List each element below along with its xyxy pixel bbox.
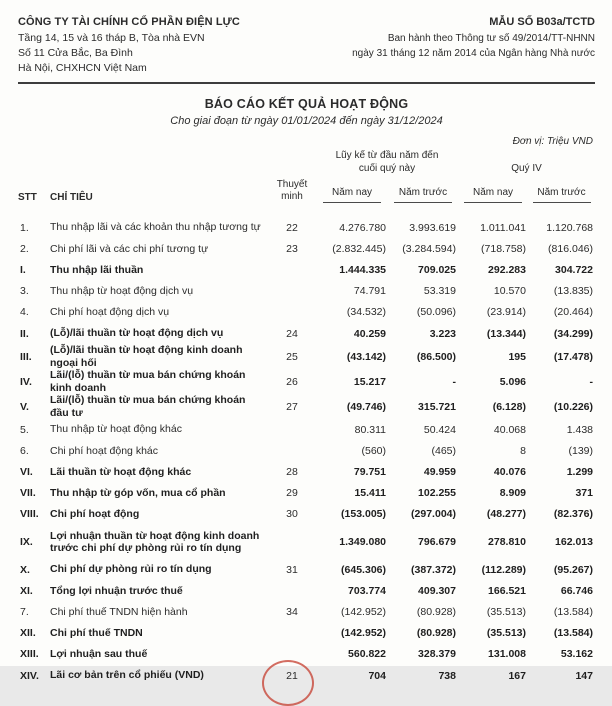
row-stt: V. — [20, 400, 29, 413]
row-ytd-prior-value: 102.255 — [418, 487, 456, 500]
table-row — [18, 344, 595, 369]
row-label: Lợi nhuận thuần từ hoạt động kinh doanh trước chi phí dự phòng rủi ro tín dụng — [50, 529, 260, 555]
row-label: Tổng lợi nhuận trước thuế — [50, 584, 183, 597]
table-row — [18, 281, 595, 302]
row-label: (Lỗ)/lãi thuần từ hoạt động dịch vụ — [50, 327, 224, 340]
row-label: Lãi/(lỗ) thuần từ mua bán chứng khoán kinh doanh — [50, 369, 246, 394]
row-label: Lãi cơ bản trên cổ phiếu (VND) — [50, 669, 204, 682]
table-row — [18, 601, 595, 622]
row-ytd-prior-value: (80.928) — [416, 627, 456, 640]
row-quarter-prior-value: 304.722 — [555, 263, 593, 276]
table-row — [18, 644, 595, 665]
column-header-note: Thuyết minh — [276, 179, 308, 202]
column-header-ytd-prior: Năm trước — [388, 187, 458, 208]
row-label: Thu nhập lãi thuần — [50, 263, 144, 276]
row-ytd-prior-value: - — [452, 375, 456, 388]
row-quarter-current-value: (35.513) — [486, 627, 526, 640]
row-note: 22 — [286, 221, 298, 234]
row-ytd-current-value: (49.746) — [346, 400, 386, 413]
row-quarter-current-value: 167 — [508, 669, 526, 682]
row-stt: XII. — [20, 627, 36, 640]
row-stt: 6. — [20, 444, 29, 457]
row-ytd-prior-value: 709.025 — [418, 263, 456, 276]
row-ytd-current-value: 79.751 — [353, 466, 386, 479]
row-quarter-prior-value: 1.438 — [566, 423, 593, 436]
report-title: BÁO CÁO KẾT QUẢ HOẠT ĐỘNG — [204, 97, 409, 111]
table-row — [18, 369, 595, 394]
table-row — [18, 623, 595, 644]
row-note: 21 — [286, 669, 298, 682]
row-ytd-current-value: 40.259 — [353, 327, 386, 340]
letterhead — [18, 16, 595, 84]
row-quarter-prior-value: (82.376) — [553, 508, 593, 521]
row-stt: 2. — [20, 242, 29, 255]
row-ytd-prior-value: (50.096) — [416, 306, 456, 319]
row-quarter-current-value: 166.521 — [488, 584, 526, 597]
table-row — [18, 483, 595, 504]
row-note: 24 — [286, 327, 298, 340]
row-quarter-prior-value: (20.464) — [553, 306, 593, 319]
row-note: 34 — [286, 606, 298, 619]
row-quarter-prior-value: 53.162 — [560, 648, 593, 661]
row-ytd-prior-value: 3.223 — [429, 327, 456, 340]
report-period: Cho giai đoạn từ ngày 01/01/2024 đến ngày 31/12/2024 — [170, 115, 443, 127]
column-header-quarter-current: Năm nay — [458, 187, 528, 208]
table-row — [18, 580, 595, 601]
row-quarter-current-value: (13.344) — [486, 327, 526, 340]
column-group-quarter: Quý IV — [511, 163, 542, 174]
row-ytd-current-value: 1.349.080 — [339, 536, 386, 549]
row-note: 27 — [286, 400, 298, 413]
row-stt: IX. — [20, 536, 33, 549]
row-label: Chi phí hoạt động dịch vụ — [50, 306, 170, 319]
red-stamp-arc — [262, 660, 314, 706]
row-quarter-prior-value: (17.478) — [553, 350, 593, 363]
row-quarter-current-value: (112.289) — [481, 563, 526, 576]
row-ytd-current-value: 15.217 — [353, 375, 386, 388]
table-row — [18, 440, 595, 461]
row-ytd-prior-value: 328.379 — [418, 648, 456, 661]
row-ytd-prior-value: (86.500) — [416, 350, 456, 363]
row-note: 31 — [286, 563, 298, 576]
row-note: 25 — [286, 350, 298, 363]
row-ytd-prior-value: 738 — [438, 669, 456, 682]
company-name: CÔNG TY TÀI CHÍNH CỔ PHẦN ĐIỆN LỰC — [18, 16, 240, 28]
row-ytd-current-value: (2.832.445) — [332, 242, 386, 255]
table-body — [18, 217, 595, 686]
row-ytd-current-value: 703.774 — [348, 584, 386, 597]
row-ytd-current-value: (560) — [361, 444, 386, 457]
table-row — [18, 238, 595, 259]
table-row — [18, 419, 595, 440]
table-row — [18, 217, 595, 238]
row-quarter-current-value: (48.277) — [486, 508, 526, 521]
row-stt: X. — [20, 563, 30, 576]
row-quarter-prior-value: 1.120.768 — [546, 221, 593, 234]
row-quarter-current-value: 292.283 — [488, 263, 526, 276]
row-quarter-prior-value: (13.835) — [553, 285, 593, 298]
row-quarter-prior-value: (13.584) — [553, 606, 593, 619]
table-row — [18, 259, 595, 280]
row-stt: VII. — [20, 487, 36, 500]
table-row — [18, 462, 595, 483]
company-address-line-2: Số 11 Cửa Bắc, Ba Đình — [18, 47, 133, 59]
row-label: Chi phí hoạt động khác — [50, 444, 158, 457]
row-label: Thu nhập từ hoạt động dịch vụ — [50, 284, 194, 297]
row-ytd-current-value: (34.532) — [346, 306, 386, 319]
table-header — [18, 149, 595, 208]
table-row — [18, 302, 595, 323]
row-stt: II. — [20, 327, 29, 340]
row-note: 28 — [286, 466, 298, 479]
row-label: (Lỗ)/lãi thuần từ hoạt động kinh doanh ngoại hối — [50, 344, 243, 369]
row-quarter-prior-value: (13.584) — [553, 627, 593, 640]
row-quarter-prior-value: 371 — [575, 487, 593, 500]
table-row — [18, 394, 595, 419]
row-quarter-prior-value: (139) — [568, 444, 593, 457]
form-issuance-line-1: Ban hành theo Thông tư số 49/2014/TT-NHNN — [387, 33, 595, 44]
row-quarter-current-value: (718.758) — [481, 242, 526, 255]
row-quarter-prior-value: 1.299 — [566, 466, 593, 479]
row-label: Chi phí dự phòng rủi ro tín dụng — [50, 563, 212, 576]
row-quarter-current-value: 5.096 — [499, 375, 526, 388]
row-ytd-current-value: (142.952) — [341, 606, 386, 619]
row-stt: 3. — [20, 285, 29, 298]
row-label: Chi phí lãi và các chi phí tương tự — [50, 242, 209, 255]
row-label: Lãi thuần từ hoạt động khác — [50, 465, 192, 478]
currency-unit-label: Đơn vị: Triệu VND — [512, 136, 593, 147]
row-ytd-prior-value: (465) — [431, 444, 456, 457]
row-quarter-current-value: 278.810 — [488, 536, 526, 549]
row-ytd-prior-value: 49.959 — [423, 466, 456, 479]
row-ytd-current-value: 560.822 — [348, 648, 386, 661]
row-ytd-current-value: 74.791 — [353, 285, 386, 298]
company-address-line-1: Tầng 14, 15 và 16 tháp B, Tòa nhà EVN — [18, 32, 205, 44]
row-ytd-current-value: 1.444.335 — [339, 263, 386, 276]
row-quarter-current-value: 8.909 — [499, 487, 526, 500]
row-ytd-prior-value: 315.721 — [418, 400, 456, 413]
row-stt: I. — [20, 263, 26, 276]
company-address-line-3: Hà Nội, CHXHCN Việt Nam — [18, 62, 147, 74]
row-quarter-current-value: 131.008 — [488, 648, 526, 661]
row-ytd-prior-value: 409.307 — [418, 584, 456, 597]
row-quarter-current-value: 195 — [508, 350, 526, 363]
row-label: Thu nhập từ hoạt động khác — [50, 423, 182, 436]
row-stt: VIII. — [20, 508, 39, 521]
row-ytd-current-value: (43.142) — [346, 350, 386, 363]
row-note: 30 — [286, 508, 298, 521]
row-quarter-prior-value: 162.013 — [555, 536, 593, 549]
row-ytd-current-value: 704 — [368, 669, 386, 682]
table-row — [18, 504, 595, 525]
row-ytd-prior-value: 796.679 — [418, 536, 456, 549]
row-note: 23 — [286, 242, 298, 255]
row-stt: 5. — [20, 423, 29, 436]
row-label: Chi phí thuế TNDN — [50, 626, 143, 639]
row-ytd-current-value: 15.411 — [354, 487, 386, 500]
row-ytd-current-value: (142.952) — [341, 627, 386, 640]
table-row — [18, 323, 595, 344]
row-label: Lợi nhuận sau thuế — [50, 648, 148, 661]
form-number: MẪU SỐ B03a/TCTD — [489, 16, 595, 28]
row-stt: 4. — [20, 306, 29, 319]
row-ytd-current-value: 4.276.780 — [339, 221, 386, 234]
company-block — [18, 16, 240, 76]
row-ytd-prior-value: (80.928) — [416, 606, 456, 619]
row-quarter-current-value: 40.068 — [493, 423, 526, 436]
row-stt: VI. — [20, 466, 33, 479]
row-quarter-current-value: 8 — [520, 444, 526, 457]
row-ytd-current-value: (645.306) — [341, 563, 386, 576]
row-quarter-current-value: 10.570 — [493, 285, 526, 298]
form-issuance-line-2: ngày 31 tháng 12 năm 2014 của Ngân hàng Nhà nước — [352, 48, 595, 59]
row-quarter-current-value: (23.914) — [486, 306, 526, 319]
row-quarter-current-value: (35.513) — [486, 606, 526, 619]
row-quarter-prior-value: - — [589, 375, 593, 388]
row-quarter-prior-value: (816.046) — [548, 242, 593, 255]
row-label: Chi phí thuế TNDN hiện hành — [50, 605, 188, 618]
row-ytd-prior-value: (297.004) — [411, 508, 456, 521]
row-quarter-current-value: 40.076 — [493, 466, 526, 479]
row-ytd-prior-value: (3.284.594) — [402, 242, 456, 255]
row-stt: IV. — [20, 375, 32, 388]
row-stt: XIII. — [20, 648, 39, 661]
row-stt: XI. — [20, 584, 33, 597]
row-ytd-prior-value: 50.424 — [423, 423, 456, 436]
form-block — [352, 16, 595, 61]
row-stt: III. — [20, 350, 32, 363]
row-ytd-current-value: 80.311 — [354, 423, 386, 436]
row-note: 26 — [286, 375, 298, 388]
row-quarter-prior-value: (34.299) — [553, 327, 593, 340]
row-quarter-prior-value: 66.746 — [560, 584, 593, 597]
column-header-quarter-prior: Năm trước — [528, 187, 595, 208]
column-header-item: CHỈ TIÊU — [50, 192, 93, 203]
row-quarter-current-value: (6.128) — [492, 400, 526, 413]
table-row — [18, 559, 595, 580]
column-header-stt: STT — [18, 192, 37, 203]
row-label: Thu nhập lãi và các khoản thu nhập tương tự — [50, 221, 261, 234]
row-label: Lãi/(lỗ) thuần từ mua bán chứng khoán đầu tư — [50, 394, 246, 419]
row-ytd-prior-value: 3.993.619 — [409, 221, 456, 234]
row-quarter-prior-value: 147 — [575, 669, 593, 682]
row-quarter-current-value: 1.011.041 — [480, 221, 526, 234]
row-ytd-prior-value: 53.319 — [423, 285, 456, 298]
row-label: Chi phí hoạt động — [50, 508, 140, 521]
row-quarter-prior-value: (10.226) — [553, 400, 593, 413]
row-ytd-current-value: (153.005) — [341, 508, 386, 521]
table-row — [18, 525, 595, 559]
row-label: Thu nhập từ góp vốn, mua cổ phần — [50, 487, 226, 500]
column-group-ytd: Lũy kế từ đầu năm đến cuối quý này — [335, 150, 439, 174]
row-ytd-prior-value: (387.372) — [411, 563, 456, 576]
row-stt: 7. — [20, 606, 29, 619]
row-stt: 1. — [20, 221, 29, 234]
column-header-ytd-current: Năm nay — [316, 187, 388, 208]
row-quarter-prior-value: (95.267) — [553, 563, 593, 576]
row-stt: XIV. — [20, 669, 39, 682]
row-note: 29 — [286, 487, 298, 500]
